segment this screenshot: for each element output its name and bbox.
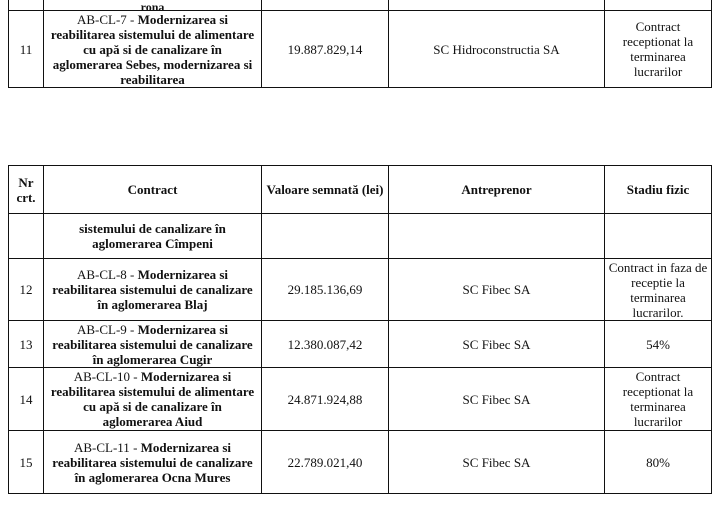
contract-title: Modernizarea si reabilitarea sistemului de canalizare în aglomerarea Cugir (52, 321, 253, 367)
row-number: 13 (9, 321, 44, 368)
row-number: 15 (9, 431, 44, 494)
contractor: SC Hidroconstructia SA (389, 11, 605, 88)
signed-value: 24.871.924,88 (262, 368, 389, 431)
clipped-row (9, 0, 712, 11)
contract-cell: AB-CL-10 - Modernizarea si reabilitarea sistemului de alimentare cu apă si de canalizare în aglomerarea Aiud (44, 368, 262, 431)
signed-value: 29.185.136,69 (262, 259, 389, 321)
continuation-row (9, 214, 712, 259)
header-value: Valoare semnată (lei) (262, 166, 389, 214)
header-status: Stadiu fizic (605, 166, 712, 214)
physical-status: 80% (605, 431, 712, 494)
row-number: 14 (9, 368, 44, 431)
contract-cell: AB-CL-9 - Modernizarea si reabilitarea sistemului de canalizare în aglomerarea Cugir (44, 321, 262, 368)
contract-title: Modernizarea si reabilitarea sistemului de alimentare cu apă si de canalizare în aglomerarea Sebes, modernizarea si reabilitarea (50, 11, 255, 87)
contract-cell: AB-CL-11 - Modernizarea si reabilitarea sistemului de canalizare în aglomerarea Ocna Mures (44, 431, 262, 494)
physical-status: 54% (605, 321, 712, 368)
contract-title: Modernizarea si reabilitarea sistemului de canalizare în aglomerarea Ocna Mures (52, 439, 253, 485)
table-row (9, 11, 712, 88)
physical-status: Contract in faza de receptie la terminarea lucrarilor. (605, 259, 712, 321)
contract-title: Modernizarea si reabilitarea sistemului de canalizare în aglomerarea Blaj (52, 267, 253, 312)
header-row (9, 166, 712, 214)
contractor: SC Fibec SA (389, 368, 605, 431)
table-row (9, 431, 712, 494)
table-row (9, 259, 712, 321)
top-table-fragment (8, 0, 712, 88)
contract-cell: AB-CL-7 - Modernizarea si reabilitarea sistemului de alimentare cu apă si de canalizare în aglomerarea Sebes, modernizarea si reabilitarea (44, 11, 262, 88)
row-number: 12 (9, 259, 44, 321)
contract-code: AB-CL-9 (76, 321, 127, 337)
row-number: 11 (9, 11, 44, 88)
clipped-text: rona (140, 0, 165, 14)
contract-code: AB-CL-7 (76, 11, 127, 27)
header-nr: Nr crt. (9, 166, 44, 214)
signed-value: 12.380.087,42 (262, 321, 389, 368)
contractor: SC Fibec SA (389, 321, 605, 368)
contract-code: AB-CL-11 (73, 439, 130, 455)
main-table (8, 165, 712, 494)
contract-code: AB-CL-10 (73, 369, 131, 384)
header-contractor: Antreprenor (389, 166, 605, 214)
contract-title: Modernizarea si reabilitarea sistemului de alimentare cu apă si de canalizare în aglomerarea Aiud (50, 369, 255, 429)
physical-status: Contract receptionat la terminarea lucrarilor (605, 11, 712, 88)
header-contract: Contract (44, 166, 262, 214)
contractor: SC Fibec SA (389, 259, 605, 321)
table-row (9, 368, 712, 431)
table-row (9, 321, 712, 368)
signed-value: 19.887.829,14 (262, 11, 389, 88)
contract-code: AB-CL-8 (76, 267, 127, 282)
physical-status: Contract receptionat la terminarea lucrarilor (605, 368, 712, 431)
continuation-text: sistemului de canalizare în aglomerarea Cîmpeni (44, 214, 262, 259)
contract-cell: AB-CL-8 - Modernizarea si reabilitarea sistemului de canalizare în aglomerarea Blaj (44, 259, 262, 321)
signed-value: 22.789.021,40 (262, 431, 389, 494)
contractor: SC Fibec SA (389, 431, 605, 494)
